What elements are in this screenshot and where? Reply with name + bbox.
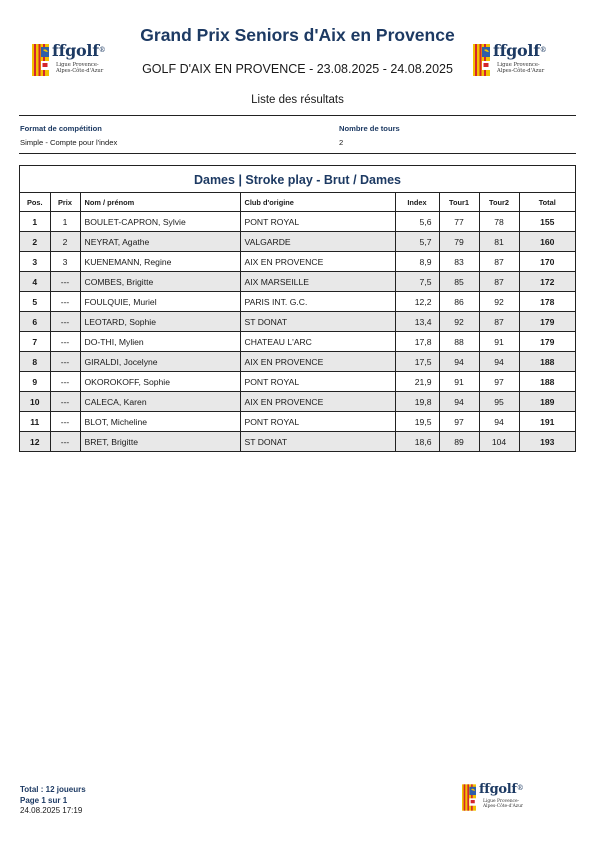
cell-tour1: 97 (439, 412, 479, 432)
ffgolf-wordmark: ffgolf® (479, 782, 524, 797)
cell-name: GIRALDI, Jocelyne (80, 352, 240, 372)
cell-total: 172 (519, 272, 575, 292)
divider (19, 153, 576, 154)
provence-crest-icon (462, 784, 476, 811)
cell-prix: 1 (50, 212, 80, 232)
cell-pos: 8 (20, 352, 50, 372)
cell-name: BLOT, Micheline (80, 412, 240, 432)
cell-total: 191 (519, 412, 575, 432)
col-header-club: Club d'origine (240, 193, 395, 212)
page-number: Page 1 sur 1 (20, 796, 68, 805)
cell-tour2: 91 (479, 332, 519, 352)
cell-total: 179 (519, 312, 575, 332)
cell-total: 160 (519, 232, 575, 252)
cell-prix: 2 (50, 232, 80, 252)
table-row (20, 352, 575, 372)
cell-index: 8,9 (395, 252, 439, 272)
cell-prix: 3 (50, 252, 80, 272)
cell-tour1: 86 (439, 292, 479, 312)
cell-club: VALGARDE (240, 232, 395, 252)
cell-tour2: 104 (479, 432, 519, 452)
table-row (20, 392, 575, 412)
event-subtitle: GOLF D'AIX EN PROVENCE - 23.08.2025 - 24.08.2025 (142, 62, 453, 76)
cell-tour1: 88 (439, 332, 479, 352)
cell-tour2: 97 (479, 372, 519, 392)
cell-index: 21,9 (395, 372, 439, 392)
cell-pos: 5 (20, 292, 50, 312)
cell-tour1: 91 (439, 372, 479, 392)
ligue-label: Ligue Provence- Alpes-Côte-d'Azur (497, 62, 545, 74)
cell-club: AIX EN PROVENCE (240, 352, 395, 372)
cell-pos: 9 (20, 372, 50, 392)
cell-total: 188 (519, 352, 575, 372)
cell-total: 189 (519, 392, 575, 412)
cell-name: FOULQUIE, Muriel (80, 292, 240, 312)
cell-total: 178 (519, 292, 575, 312)
table-row (20, 272, 575, 292)
cell-tour1: 85 (439, 272, 479, 292)
cell-prix: --- (50, 352, 80, 372)
cell-prix: --- (50, 332, 80, 352)
cell-club: AIX EN PROVENCE (240, 252, 395, 272)
cell-tour2: 94 (479, 352, 519, 372)
cell-tour1: 83 (439, 252, 479, 272)
cell-tour1: 89 (439, 432, 479, 452)
cell-prix: --- (50, 372, 80, 392)
cell-index: 13,4 (395, 312, 439, 332)
cell-prix: --- (50, 412, 80, 432)
cell-total: 170 (519, 252, 575, 272)
col-header-name: Nom / prénom (80, 193, 240, 212)
cell-index: 19,8 (395, 392, 439, 412)
ligue-label: Ligue Provence- Alpes-Côte-d'Azur (483, 799, 523, 809)
cell-total: 188 (519, 372, 575, 392)
cell-total: 193 (519, 432, 575, 452)
cell-pos: 7 (20, 332, 50, 352)
results-title: Dames | Stroke play - Brut / Dames (20, 166, 575, 193)
cell-tour2: 87 (479, 252, 519, 272)
cell-pos: 11 (20, 412, 50, 432)
table-row (20, 232, 575, 252)
cell-prix: --- (50, 312, 80, 332)
cell-tour2: 87 (479, 272, 519, 292)
ligue-label: Ligue Provence- Alpes-Côte-d'Azur (56, 62, 104, 74)
cell-tour1: 79 (439, 232, 479, 252)
cell-prix: --- (50, 292, 80, 312)
page-title: Grand Prix Seniors d'Aix en Provence (140, 25, 455, 45)
cell-name: BOULET-CAPRON, Sylvie (80, 212, 240, 232)
cell-club: PONT ROYAL (240, 372, 395, 392)
col-header-prix: Prix (50, 193, 80, 212)
table-row (20, 212, 575, 232)
cell-name: KUENEMANN, Regine (80, 252, 240, 272)
cell-name: LEOTARD, Sophie (80, 312, 240, 332)
cell-club: PONT ROYAL (240, 412, 395, 432)
col-header-pos: Pos. (20, 193, 50, 212)
format-label: Format de compétition (20, 124, 102, 133)
cell-name: BRET, Brigitte (80, 432, 240, 452)
cell-prix: --- (50, 432, 80, 452)
cell-club: AIX EN PROVENCE (240, 392, 395, 412)
cell-pos: 2 (20, 232, 50, 252)
cell-pos: 1 (20, 212, 50, 232)
ffgolf-logo-footer (462, 782, 523, 811)
cell-index: 5,7 (395, 232, 439, 252)
table-row (20, 332, 575, 352)
cell-club: AIX MARSEILLE (240, 272, 395, 292)
cell-name: COMBES, Brigitte (80, 272, 240, 292)
cell-tour1: 92 (439, 312, 479, 332)
table-row (20, 372, 575, 392)
rounds-value: 2 (339, 138, 344, 147)
cell-tour1: 94 (439, 392, 479, 412)
cell-tour2: 81 (479, 232, 519, 252)
cell-prix: --- (50, 272, 80, 292)
cell-index: 12,2 (395, 292, 439, 312)
col-header-tour1: Tour1 (439, 193, 479, 212)
rounds-label: Nombre de tours (339, 124, 400, 133)
cell-tour2: 87 (479, 312, 519, 332)
ffgolf-wordmark: ffgolf® (52, 41, 106, 60)
divider (19, 115, 576, 116)
cell-total: 155 (519, 212, 575, 232)
table-row (20, 312, 575, 332)
cell-club: PARIS INT. G.C. (240, 292, 395, 312)
table-row (20, 412, 575, 432)
cell-club: ST DONAT (240, 312, 395, 332)
cell-club: CHATEAU L'ARC (240, 332, 395, 352)
cell-name: CALECA, Karen (80, 392, 240, 412)
cell-name: OKOROKOFF, Sophie (80, 372, 240, 392)
total-players: Total : 12 joueurs (20, 785, 86, 794)
cell-club: PONT ROYAL (240, 212, 395, 232)
cell-tour2: 92 (479, 292, 519, 312)
cell-pos: 3 (20, 252, 50, 272)
cell-index: 18,6 (395, 432, 439, 452)
cell-club: ST DONAT (240, 432, 395, 452)
table-header-row (20, 193, 575, 212)
cell-tour2: 95 (479, 392, 519, 412)
cell-tour1: 77 (439, 212, 479, 232)
cell-index: 5,6 (395, 212, 439, 232)
cell-total: 179 (519, 332, 575, 352)
cell-index: 19,5 (395, 412, 439, 432)
table-row (20, 292, 575, 312)
results-table (20, 193, 575, 451)
cell-name: NEYRAT, Agathe (80, 232, 240, 252)
cell-prix: --- (50, 392, 80, 412)
col-header-index: Index (395, 193, 439, 212)
table-row (20, 252, 575, 272)
cell-tour1: 94 (439, 352, 479, 372)
cell-index: 17,5 (395, 352, 439, 372)
cell-index: 17,8 (395, 332, 439, 352)
col-header-total: Total (519, 193, 575, 212)
list-title: Liste des résultats (251, 94, 344, 106)
cell-index: 7,5 (395, 272, 439, 292)
cell-name: DO-THI, Mylien (80, 332, 240, 352)
print-date: 24.08.2025 17:19 (20, 806, 83, 815)
cell-pos: 6 (20, 312, 50, 332)
cell-tour2: 78 (479, 212, 519, 232)
format-value: Simple - Compte pour l'index (20, 138, 118, 147)
results-table-container (19, 165, 576, 452)
ffgolf-wordmark: ffgolf® (493, 41, 547, 60)
table-row (20, 432, 575, 452)
cell-pos: 4 (20, 272, 50, 292)
cell-pos: 10 (20, 392, 50, 412)
col-header-tour2: Tour2 (479, 193, 519, 212)
cell-pos: 12 (20, 432, 50, 452)
cell-tour2: 94 (479, 412, 519, 432)
